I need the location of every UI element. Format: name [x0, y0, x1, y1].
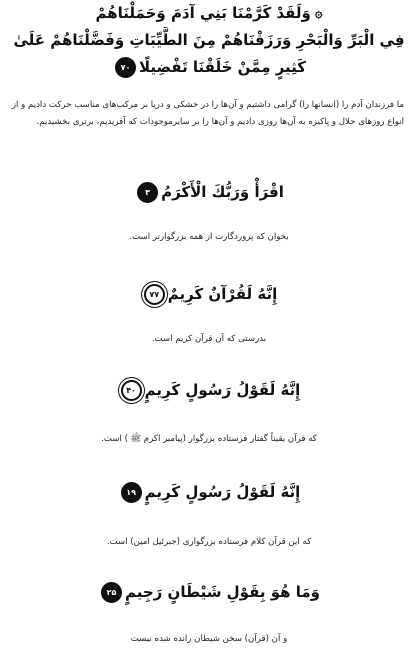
flower-ornament-icon: ۞: [314, 6, 323, 21]
verse-2-ayah: إِنَّهُ لَقُرْآنٌ كَرِيمٌ۷۷: [0, 282, 418, 306]
top-ayah: [8, 0, 410, 81]
verse-3-translation: که قرآن یقیناً گفتار فرستاده بزرگوار (پیامبر اکرم ﷺ ) است.: [101, 434, 317, 444]
ayah-number-marker: ۲۵: [101, 582, 122, 603]
top-ayah-line-3: كَثِيرٍ مِمَّنْ خَلَقْنَا تَفْضِيلًا۷۰: [8, 54, 410, 81]
ayah-number-marker: ۳: [137, 182, 158, 203]
verse-1-ayah: اقْرَأْ وَرَبُّكَ الْأَكْرَمُ۳: [0, 180, 418, 204]
ayah-number-marker: ۷۰: [115, 57, 136, 78]
translation-main: ما فرزندان آدم را (انسانها را) گرامی داشتیم و آن‌ها را در خشکی و دریا بر مرکب‌های مناسب حرکت دادیم و از انواع روزهای حلال و پاکیزه به آن‌ها روزی دادیم و آن‌ها را بر سایرموجودات که آفریدیم، برتری بخشیدیم.: [11, 100, 404, 127]
verse-2-translation: بدرستی که آن قرآن کریم است.: [151, 334, 267, 344]
verse-4-translation: که این قرآن کلام فرستاده بزرگواری (جبرئیل امین) است.: [106, 537, 312, 547]
top-ayah-line-1: ۞وَلَقَدْ كَرَّمْنَا بَنِي آدَمَ وَحَمَلْنَاهُمْ: [8, 0, 410, 27]
verse-3-ayah: إِنَّهُ لَقَوْلُ رَسُولٍ كَرِيمٍ۴۰: [0, 378, 418, 402]
ayah-number-marker: ۷۷: [144, 284, 165, 305]
verse-5-ayah: وَمَا هُوَ بِقَوْلِ شَيْطَانٍ رَجِيمٍ۲۵: [0, 580, 418, 604]
ayah-number-marker: ۴۰: [121, 380, 142, 401]
verse-5-translation: و آن (قرآن) سخن شیطان رانده شده نیست: [130, 634, 288, 644]
verse-1-translation: بخوان که پروردگارت از همه بزرگوارتر است.: [129, 232, 289, 242]
ayah-number-marker: ۱۹: [121, 482, 142, 503]
verse-4-ayah: إِنَّهُ لَقَوْلُ رَسُولٍ كَرِيمٍ۱۹: [0, 480, 418, 504]
top-ayah-line-2: فِي الْبَرِّ وَالْبَحْرِ وَرَزَقْنَاهُمْ مِنَ الطَّيِّبَاتِ وَفَضَّلْنَاهُمْ عَلَىٰ: [13, 31, 405, 49]
